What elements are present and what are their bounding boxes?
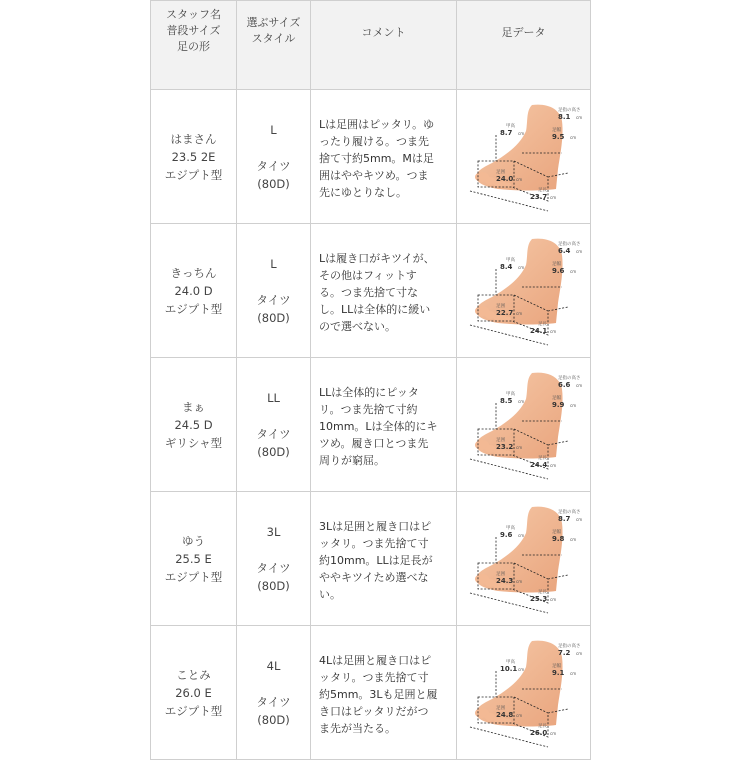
- girth-label: 足囲: [495, 571, 505, 577]
- staff-name: ゆう: [182, 533, 205, 548]
- comment-line: Lは履き口がキツイが、: [319, 252, 435, 265]
- comment-line: リ。つま先捨て寸約: [319, 403, 418, 416]
- staff-cell: [151, 626, 237, 760]
- style-line: タイツ: [256, 158, 291, 173]
- comment-line: その他はフィットす: [319, 269, 417, 282]
- header-comment: コメント: [311, 1, 457, 90]
- usual-size: 26.0 E: [175, 685, 212, 700]
- girth-label: 足囲: [495, 437, 505, 443]
- comment-line: ので選べない。: [319, 320, 396, 333]
- toe-height-label: 足指の高さ: [557, 643, 580, 649]
- style-line: タイツ: [256, 560, 291, 575]
- foot-data-cell: [457, 358, 591, 492]
- toe-height-value: 6.6: [557, 380, 570, 389]
- style-line: (80D): [257, 444, 290, 459]
- length-label: 足長: [537, 723, 547, 729]
- header-size: [237, 1, 311, 90]
- width-value: 9.5: [551, 132, 564, 141]
- instep-height-value: 8.5: [499, 396, 512, 405]
- length-value: 23.7: [529, 192, 547, 201]
- length-value: 24.1: [529, 326, 547, 335]
- comment-cell: [311, 224, 457, 358]
- unit-label: cm: [569, 402, 576, 408]
- size-cell: [237, 492, 311, 626]
- foot-shape: エジプト型: [164, 167, 223, 182]
- unit-label: cm: [517, 532, 524, 538]
- toe-height-label: 足指の高さ: [557, 509, 580, 515]
- comment-line: き口はピッタリだがつ: [319, 705, 429, 718]
- usual-size: 24.5 D: [174, 417, 213, 432]
- comment-cell: [311, 358, 457, 492]
- unit-label: cm: [515, 176, 522, 182]
- unit-label: cm: [517, 398, 524, 404]
- unit-label: cm: [515, 712, 522, 718]
- staff-cell: [151, 358, 237, 492]
- comment-line: LLは全体的にピッタ: [319, 386, 419, 399]
- comment-line: 捨て寸約5mm。Mは足: [319, 152, 434, 165]
- comment-line: 囲はややキツめ。つま: [319, 169, 429, 182]
- length-value: 25.3: [529, 594, 547, 603]
- comment-line: Lは足囲はピッタリ。ゆ: [319, 118, 435, 131]
- unit-label: cm: [549, 730, 556, 736]
- girth-value: 24.0: [495, 174, 513, 183]
- girth-value: 24.8: [495, 710, 513, 719]
- table-row: [151, 90, 591, 224]
- width-label: 足幅: [551, 395, 561, 401]
- instep-height-value: 10.1: [499, 664, 517, 673]
- header-row: [151, 1, 591, 90]
- unit-label: cm: [515, 578, 522, 584]
- length-label: 足長: [537, 455, 547, 461]
- foot-illustration: [462, 499, 586, 619]
- staff-name: はまさん: [170, 131, 217, 146]
- foot-data-cell: [457, 626, 591, 760]
- size-comparison-table: [150, 0, 591, 760]
- comment-line: ったり履ける。つま先: [319, 135, 429, 148]
- comment-line: 約10mm。LLは足長が: [319, 554, 433, 567]
- unit-label: cm: [575, 650, 582, 656]
- chosen-size: L: [270, 122, 277, 137]
- length-label: 足長: [537, 187, 547, 193]
- header-foot-data: 足データ: [457, 1, 591, 90]
- toe-height-value: 6.4: [557, 246, 570, 255]
- comment-line: 先にゆとりなし。: [319, 186, 407, 199]
- comment-line: 4Lは足囲と履き口はピ: [319, 654, 432, 667]
- unit-label: cm: [517, 130, 524, 136]
- comment-line: ッタリ。つま先捨て寸: [319, 671, 429, 684]
- foot-illustration: [462, 97, 586, 217]
- size-cell: [237, 626, 311, 760]
- unit-label: cm: [515, 310, 522, 316]
- width-label: 足幅: [551, 127, 561, 133]
- header-staff: [151, 1, 237, 90]
- unit-label: cm: [575, 382, 582, 388]
- width-label: 足幅: [551, 663, 561, 669]
- foot-data-cell: [457, 224, 591, 358]
- unit-label: cm: [575, 114, 582, 120]
- comment-line: ツめ。履き口とつま先: [319, 437, 429, 450]
- usual-size: 25.5 E: [175, 551, 212, 566]
- length-value: 24.4: [529, 460, 547, 469]
- toe-height-value: 8.7: [557, 514, 570, 523]
- unit-label: cm: [569, 670, 576, 676]
- foot-illustration: [462, 633, 586, 753]
- length-label: 足長: [537, 321, 547, 327]
- unit-label: cm: [569, 536, 576, 542]
- unit-label: cm: [575, 248, 582, 254]
- style-line: (80D): [257, 176, 290, 191]
- style-line: (80D): [257, 578, 290, 593]
- girth-value: 22.7: [495, 308, 513, 317]
- length-label: 足長: [537, 589, 547, 595]
- foot-shape: ギリシャ型: [164, 435, 223, 450]
- header-size-line: スタイル: [251, 32, 296, 45]
- instep-height-label: 甲高: [505, 659, 515, 665]
- staff-name: きっちん: [170, 265, 217, 280]
- toe-height-label: 足指の高さ: [557, 375, 580, 381]
- header-staff-line: 普段サイズ: [166, 24, 221, 37]
- width-label: 足幅: [551, 529, 561, 535]
- staff-name: まぁ: [182, 399, 205, 414]
- instep-height-value: 8.4: [499, 262, 512, 271]
- comment-line: 周りが窮屈。: [319, 454, 385, 467]
- comment-cell: [311, 492, 457, 626]
- staff-cell: [151, 90, 237, 224]
- comment-cell: [311, 626, 457, 760]
- unit-label: cm: [569, 268, 576, 274]
- chosen-size: LL: [267, 390, 280, 405]
- chosen-size: 4L: [266, 658, 281, 673]
- foot-illustration: [462, 365, 586, 485]
- style-line: タイツ: [256, 426, 291, 441]
- table-row: [151, 626, 591, 760]
- unit-label: cm: [549, 194, 556, 200]
- foot-illustration: [462, 231, 586, 351]
- chosen-size: 3L: [266, 524, 281, 539]
- toe-height-label: 足指の高さ: [557, 241, 580, 247]
- chosen-size: L: [270, 256, 277, 271]
- staff-cell: [151, 224, 237, 358]
- instep-height-label: 甲高: [505, 391, 515, 397]
- toe-height-value: 8.1: [557, 112, 570, 121]
- style-line: (80D): [257, 310, 290, 325]
- instep-height-label: 甲高: [505, 123, 515, 129]
- style-line: タイツ: [256, 694, 291, 709]
- girth-label: 足囲: [495, 705, 505, 711]
- unit-label: cm: [569, 134, 576, 140]
- girth-value: 23.2: [495, 442, 513, 451]
- length-value: 26.0: [529, 728, 547, 737]
- unit-label: cm: [515, 444, 522, 450]
- unit-label: cm: [549, 462, 556, 468]
- toe-height-label: 足指の高さ: [557, 107, 580, 113]
- comment-line: 10mm。Lは全体的にキ: [319, 420, 438, 433]
- width-value: 9.1: [551, 668, 564, 677]
- toe-height-value: 7.2: [557, 648, 570, 657]
- foot-shape: エジプト型: [164, 569, 223, 584]
- width-value: 9.9: [551, 400, 564, 409]
- instep-height-value: 9.6: [499, 530, 512, 539]
- unit-label: cm: [549, 596, 556, 602]
- comment-line: 約5mm。3Lも足囲と履: [319, 688, 438, 701]
- instep-height-label: 甲高: [505, 257, 515, 263]
- width-value: 9.8: [551, 534, 564, 543]
- usual-size: 24.0 D: [174, 283, 213, 298]
- usual-size: 23.5 2E: [171, 149, 216, 164]
- unit-label: cm: [575, 516, 582, 522]
- table-row: [151, 492, 591, 626]
- comment-line: い。: [319, 588, 341, 601]
- size-cell: [237, 358, 311, 492]
- instep-height-value: 8.7: [499, 128, 512, 137]
- staff-name: ことみ: [176, 667, 211, 682]
- foot-data-cell: [457, 492, 591, 626]
- width-label: 足幅: [551, 261, 561, 267]
- comment-line: し。LLは全体的に緩い: [319, 303, 431, 316]
- foot-shape: エジプト型: [164, 703, 223, 718]
- unit-label: cm: [517, 264, 524, 270]
- style-line: (80D): [257, 712, 290, 727]
- unit-label: cm: [517, 666, 524, 672]
- comment-line: る。つま先捨て寸な: [319, 286, 418, 299]
- table-row: [151, 224, 591, 358]
- table-row: [151, 358, 591, 492]
- header-staff-line: 足の形: [177, 40, 210, 53]
- girth-label: 足囲: [495, 303, 505, 309]
- width-value: 9.6: [551, 266, 564, 275]
- header-staff-line: スタッフ名: [166, 8, 221, 21]
- instep-height-label: 甲高: [505, 525, 515, 531]
- foot-data-cell: [457, 90, 591, 224]
- girth-value: 24.3: [495, 576, 513, 585]
- foot-shape: エジプト型: [164, 301, 223, 316]
- unit-label: cm: [549, 328, 556, 334]
- header-size-line: 選ぶサイズ: [246, 16, 301, 29]
- comment-cell: [311, 90, 457, 224]
- size-cell: [237, 90, 311, 224]
- comment-line: ッタリ。つま先捨て寸: [319, 537, 429, 550]
- staff-cell: [151, 492, 237, 626]
- size-cell: [237, 224, 311, 358]
- girth-label: 足囲: [495, 169, 505, 175]
- comment-line: ま先が当たる。: [319, 722, 396, 735]
- comment-line: ややキツイため選べな: [319, 571, 429, 584]
- style-line: タイツ: [256, 292, 291, 307]
- comment-line: 3Lは足囲と履き口はピ: [319, 520, 432, 533]
